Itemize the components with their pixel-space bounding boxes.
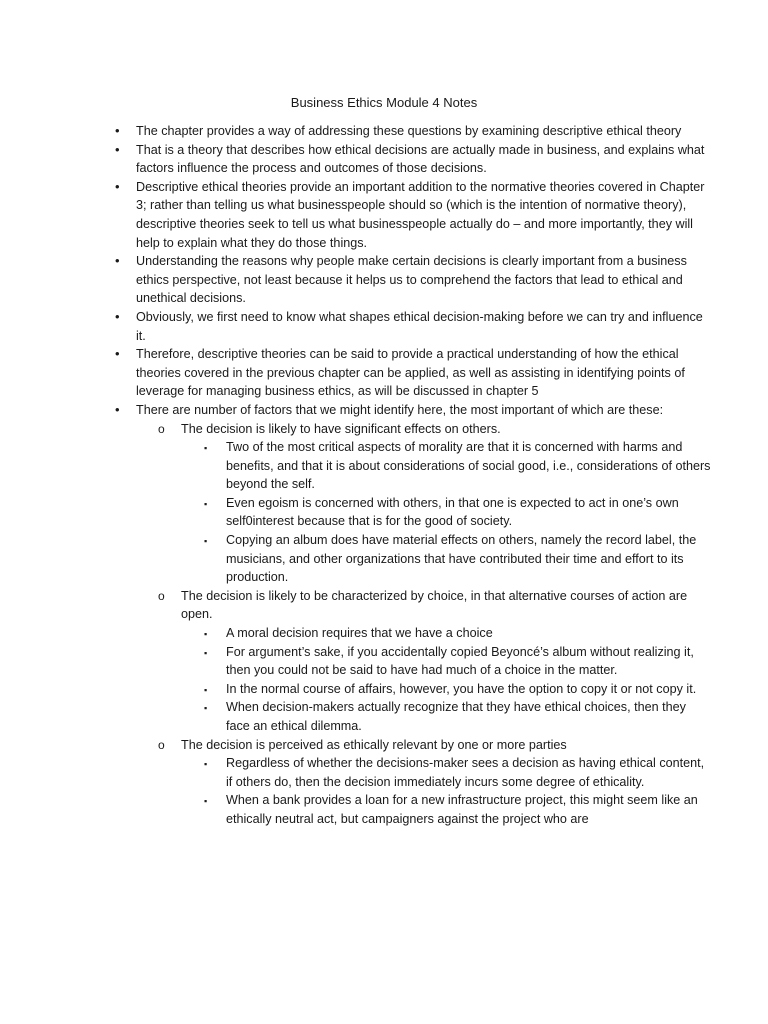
list-item-level-2 <box>0 736 768 755</box>
bullet-marker: ▪ <box>204 443 208 454</box>
list-item-text: Understanding the reasons why people make certain decisions is clearly important from a business ethics perspective, not least because it helps us to comprehend the factors that lead to ethical and unethical decisions. <box>136 254 687 306</box>
bullet-marker: • <box>115 308 120 324</box>
list-item-text: The decision is likely to be characterized by choice, in that alternative courses of action are open. <box>181 588 688 622</box>
notes-list <box>0 122 768 829</box>
bullet-marker: • <box>115 253 120 269</box>
bullet-marker: ▪ <box>204 759 208 770</box>
list-item-level-3 <box>0 680 768 699</box>
list-item-text: The decision is perceived as ethically relevant by one or more parties <box>181 737 567 752</box>
list-item-level-3 <box>0 494 768 531</box>
bullet-marker: ▪ <box>204 703 208 714</box>
bullet-marker: • <box>115 178 120 194</box>
bullet-marker: ▪ <box>204 684 208 695</box>
list-item-level-2 <box>0 587 768 624</box>
list-item-level-2 <box>0 420 768 439</box>
bullet-marker: • <box>115 346 120 362</box>
list-item-text: When decision-makers actually recognize that they have ethical choices, then they face an ethical dilemma. <box>226 700 686 733</box>
list-item-text: Therefore, descriptive theories can be said to provide a practical understanding of how the ethical theories covered in the previous chapter can be applied, as well as assisting in identifying points of leverage for managing business ethics, as will be discussed in chapter 5 <box>136 347 685 399</box>
list-item-text: A moral decision requires that we have a choice <box>226 626 493 641</box>
list-item-level-3 <box>0 438 768 494</box>
list-item-level-1 <box>0 252 768 308</box>
bullet-marker: ▪ <box>204 629 208 640</box>
document-title: Business Ethics Module 4 Notes <box>290 95 478 110</box>
list-item-text: In the normal course of affairs, however, you have the option to copy it or not copy it. <box>226 681 697 696</box>
list-item-text: There are number of factors that we might identify here, the most important of which are these: <box>136 402 664 417</box>
list-item-level-3 <box>0 643 768 680</box>
list-item-text: Descriptive ethical theories provide an important addition to the normative theories covered in Chapter 3; rather than telling us what businesspeople should so (which is the intention of normative theory), descriptive theories seek to tell us what businesspeople actually do – and more importantly, they will help to explain what they do those things. <box>136 179 705 250</box>
bullet-marker: • <box>115 123 120 138</box>
bullet-marker: o <box>158 421 165 436</box>
list-item-level-3 <box>0 698 768 735</box>
list-item-level-1 <box>0 345 768 401</box>
list-item-level-3 <box>0 754 768 791</box>
list-item-text: The chapter provides a way of addressing these questions by examining descriptive ethical theory <box>136 124 682 138</box>
bullet-marker: • <box>115 401 120 417</box>
list-item-text: Even egoism is concerned with others, in that one is expected to act in one’s own self0interest because that is for the good of society. <box>226 495 679 529</box>
list-item-level-1 <box>0 308 768 345</box>
list-item-level-3 <box>0 791 768 828</box>
list-item-level-1 <box>0 178 768 252</box>
list-item-level-1 <box>0 401 768 420</box>
list-item-text: Obviously, we first need to know what shapes ethical decision-making before we can try and influence it. <box>136 309 703 343</box>
list-item-text: Regardless of whether the decisions-maker sees a decision as having ethical content, if others do, then the decision immediately incurs some degree of ethicality. <box>226 756 705 789</box>
bullet-marker: o <box>158 588 165 603</box>
bullet-marker: o <box>158 737 165 752</box>
list-item-level-1 <box>0 122 768 141</box>
bullet-marker: ▪ <box>204 536 208 547</box>
bullet-marker: ▪ <box>204 498 208 509</box>
list-item-text: The decision is likely to have significant effects on others. <box>181 421 501 436</box>
bullet-marker: ▪ <box>204 796 208 807</box>
list-item-text: When a bank provides a loan for a new infrastructure project, this might seem like an ethically neutral act, but campaigners against the project who are <box>226 793 698 826</box>
list-item-text: Copying an album does have material effects on others, namely the record label, the musicians, and other organizations that have contributed their time and effort to its production. <box>226 533 697 585</box>
list-item-level-3 <box>0 531 768 587</box>
bullet-marker: • <box>115 141 120 157</box>
bullet-marker: ▪ <box>204 647 208 658</box>
list-item-text: For argument’s sake, if you accidentally copied Beyoncé’s album without realizing it, then you could not be said to have had much of a choice in the matter. <box>226 644 694 678</box>
list-item-level-3 <box>0 624 768 643</box>
list-item-text: That is a theory that describes how ethical decisions are actually made in business, and explains what factors influence the process and outcomes of those decisions. <box>136 142 705 176</box>
list-item-level-1 <box>0 141 768 178</box>
list-item-text: Two of the most critical aspects of morality are that it is concerned with harms and benefits, and that it is about considerations of social good, i.e., considerations of others beyond the self. <box>226 440 711 492</box>
